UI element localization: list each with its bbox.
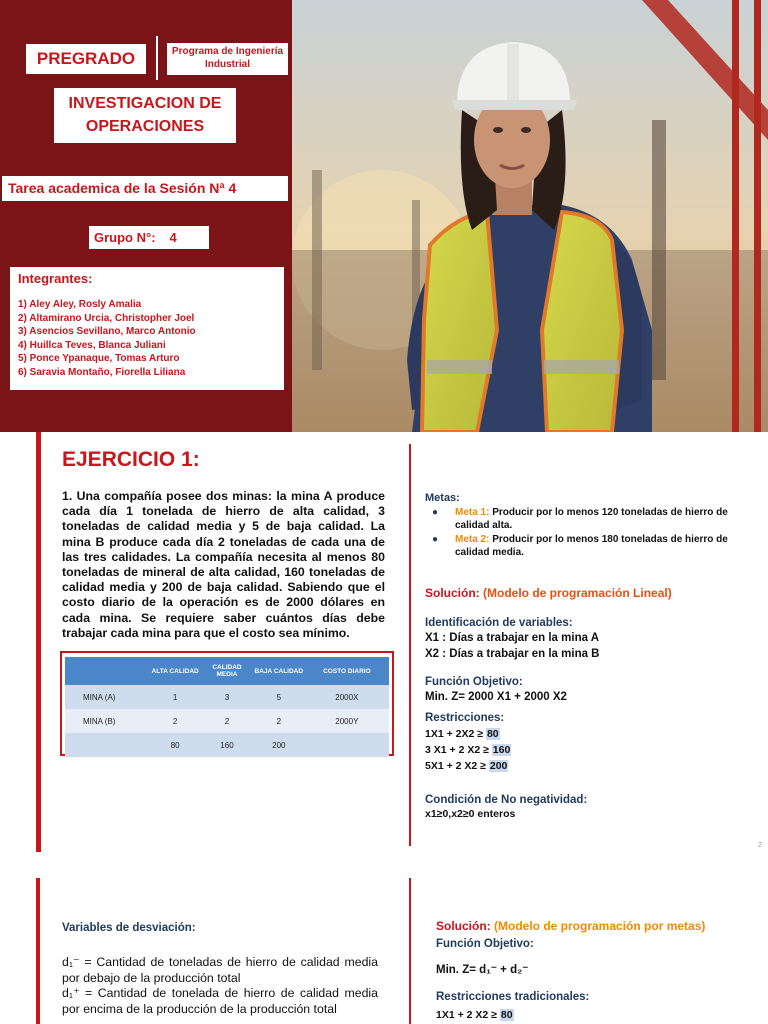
member-item: 3) Asencios Sevillano, Marco Antonio <box>18 326 196 337</box>
table-cell: 2000X <box>305 685 389 709</box>
member-item: 5) Ponce Ypanaque, Tomas Arturo <box>18 353 180 364</box>
table-header: BAJA CALIDAD <box>253 657 305 685</box>
deviation-heading: Variables de desviación: <box>62 922 196 934</box>
solution-model: (Modelo de programación Lineal) <box>483 586 672 600</box>
meta1-text: Producir por lo menos 120 toneladas de hierro de calidad alta. <box>455 507 728 531</box>
nonnegativity-condition: x1≥0,x2≥0 enteros <box>425 808 516 820</box>
bullet-icon: ● <box>432 507 439 518</box>
table-cell: MINA (B) <box>65 709 149 733</box>
pregrado-label: PREGRADO <box>26 44 146 74</box>
table-cell: 80 <box>149 733 201 757</box>
table-row <box>65 709 389 733</box>
solution-label: Solución: <box>436 919 491 933</box>
constraint-lhs: 5X1 + 2 X2 ≥ <box>425 760 489 772</box>
page-border <box>36 878 40 1024</box>
member-item: 6) Saravia Montaño, Fiorella Liliana <box>18 366 186 378</box>
variable-x2: X2 : Días a trabajar en la mina B <box>425 648 600 660</box>
objective-heading: Función Objetivo: <box>436 938 534 950</box>
constraints-heading: Restricciones: <box>425 712 505 724</box>
solution-model: (Modelo de programación por metas) <box>494 919 706 933</box>
deviation-item: d₁⁻ = Cantidad de toneladas de hierro de calidad media por debajo de la producción total <box>62 955 378 985</box>
constraint-lhs: 3 X1 + 2 X2 ≥ <box>425 744 492 756</box>
member-item: 4) Huillca Teves, Blanca Juliani <box>18 339 166 351</box>
meta2-label: Meta 2: <box>455 534 490 545</box>
variable-x1: X1 : Días a trabajar en la mina A <box>425 632 600 644</box>
deviation-item: d₁⁺ = Cantidad de tonelada de hierro de calidad media por encima de la producción de la producción total <box>62 986 378 1016</box>
constraint-2 <box>425 744 511 756</box>
table-row <box>65 733 389 757</box>
member-item: 1) Aley Aley, Rosly Amalia <box>18 299 142 310</box>
table-row <box>65 685 389 709</box>
nonnegativity-heading: Condición de No negatividad: <box>425 794 588 806</box>
list-item <box>432 533 732 559</box>
table-cell: 2000Y <box>305 709 389 733</box>
table-cell: 5 <box>253 685 305 709</box>
metas-list <box>432 506 732 560</box>
cover-page <box>0 0 768 432</box>
exercise-statement: 1. Una compañía posee dos minas: la mina A produce cada día 1 tonelada de hierro de alta calidad, 3 toneladas de calidad media y 5 de baja calidad. La mina B produce cada día 2 toneladas de cada una de las tres calidades. La compañía necesita al menos 80 toneladas de mineral de alta calidad, 160 toneladas de calidad media y 200 de baja calidad. Sabiendo que el costo diario de la operación es de 2000 dólares en cada mina. Se requiere saber cuántos días debe trabajar cada mina para que el costo sea mínimo. <box>62 489 385 640</box>
traditional-constraints-heading: Restricciones tradicionales: <box>436 991 590 1003</box>
constraint-rhs: 80 <box>486 728 499 740</box>
objective-heading: Función Objetivo: <box>425 676 523 688</box>
traditional-constraint-1 <box>436 1009 514 1021</box>
table-cell: 200 <box>253 733 305 757</box>
course-title: INVESTIGACION DE OPERACIONES <box>54 88 236 143</box>
meta2-text: Producir por lo menos 180 toneladas de hierro de calidad media. <box>455 534 728 558</box>
table-header: CALIDAD MEDIA <box>201 657 253 685</box>
table-cell: 2 <box>201 709 253 733</box>
objective-function: Min. Z= 2000 X1 + 2000 X2 <box>425 691 567 703</box>
constraint-1 <box>425 728 500 740</box>
table-cell <box>65 733 149 757</box>
table-cell: 3 <box>201 685 253 709</box>
table-cell: 2 <box>149 709 201 733</box>
group-number: 4 <box>169 230 177 245</box>
table-header: ALTA CALIDAD <box>149 657 201 685</box>
list-item <box>432 506 732 532</box>
page-border <box>36 432 41 852</box>
metas-heading: Metas: <box>425 492 460 504</box>
members-heading: Integrantes: <box>18 271 93 286</box>
table-cell <box>305 733 389 757</box>
engineer-photo <box>292 0 768 432</box>
divider <box>156 36 158 80</box>
bullet-icon: ● <box>432 534 439 545</box>
variables-heading: Identificación de variables: <box>425 617 573 629</box>
meta1-label: Meta 1: <box>455 507 490 518</box>
members-box <box>10 267 284 390</box>
programa-label: Programa de Ingeniería Industrial <box>167 43 288 75</box>
data-table-frame <box>60 651 394 756</box>
group-box <box>89 226 209 249</box>
constraint-3 <box>425 760 508 772</box>
constraint-rhs: 200 <box>489 760 508 772</box>
table-cell: 160 <box>201 733 253 757</box>
column-divider <box>409 878 411 1024</box>
solution-heading <box>425 586 672 600</box>
assignment-title: Tarea academica de la Sesión Nª 4 <box>2 176 288 201</box>
exercise-title: EJERCICIO 1: <box>62 448 200 471</box>
solution-heading <box>436 919 705 933</box>
objective-function: Min. Z= d₁⁻ + d₂⁻ <box>436 964 529 976</box>
table-cell: 2 <box>253 709 305 733</box>
solution-label: Solución: <box>425 586 480 600</box>
constraint-rhs: 160 <box>492 744 511 756</box>
member-item: 2) Altamirano Urcia, Christopher Joel <box>18 312 195 324</box>
constraint-lhs: 1X1 + 2X2 ≥ <box>425 728 486 740</box>
group-label: Grupo N°: <box>94 230 156 245</box>
table-header: COSTO DIARIO <box>305 657 389 685</box>
constraint-lhs: 1X1 + 2 X2 ≥ <box>436 1009 500 1021</box>
table-cell: MINA (A) <box>65 685 149 709</box>
constraint-rhs: 80 <box>500 1009 513 1021</box>
deviation-definitions <box>62 955 378 1017</box>
column-divider <box>409 444 411 846</box>
data-table <box>65 657 389 757</box>
table-header <box>65 657 149 685</box>
table-cell: 1 <box>149 685 201 709</box>
page-number: 2 <box>758 842 762 849</box>
